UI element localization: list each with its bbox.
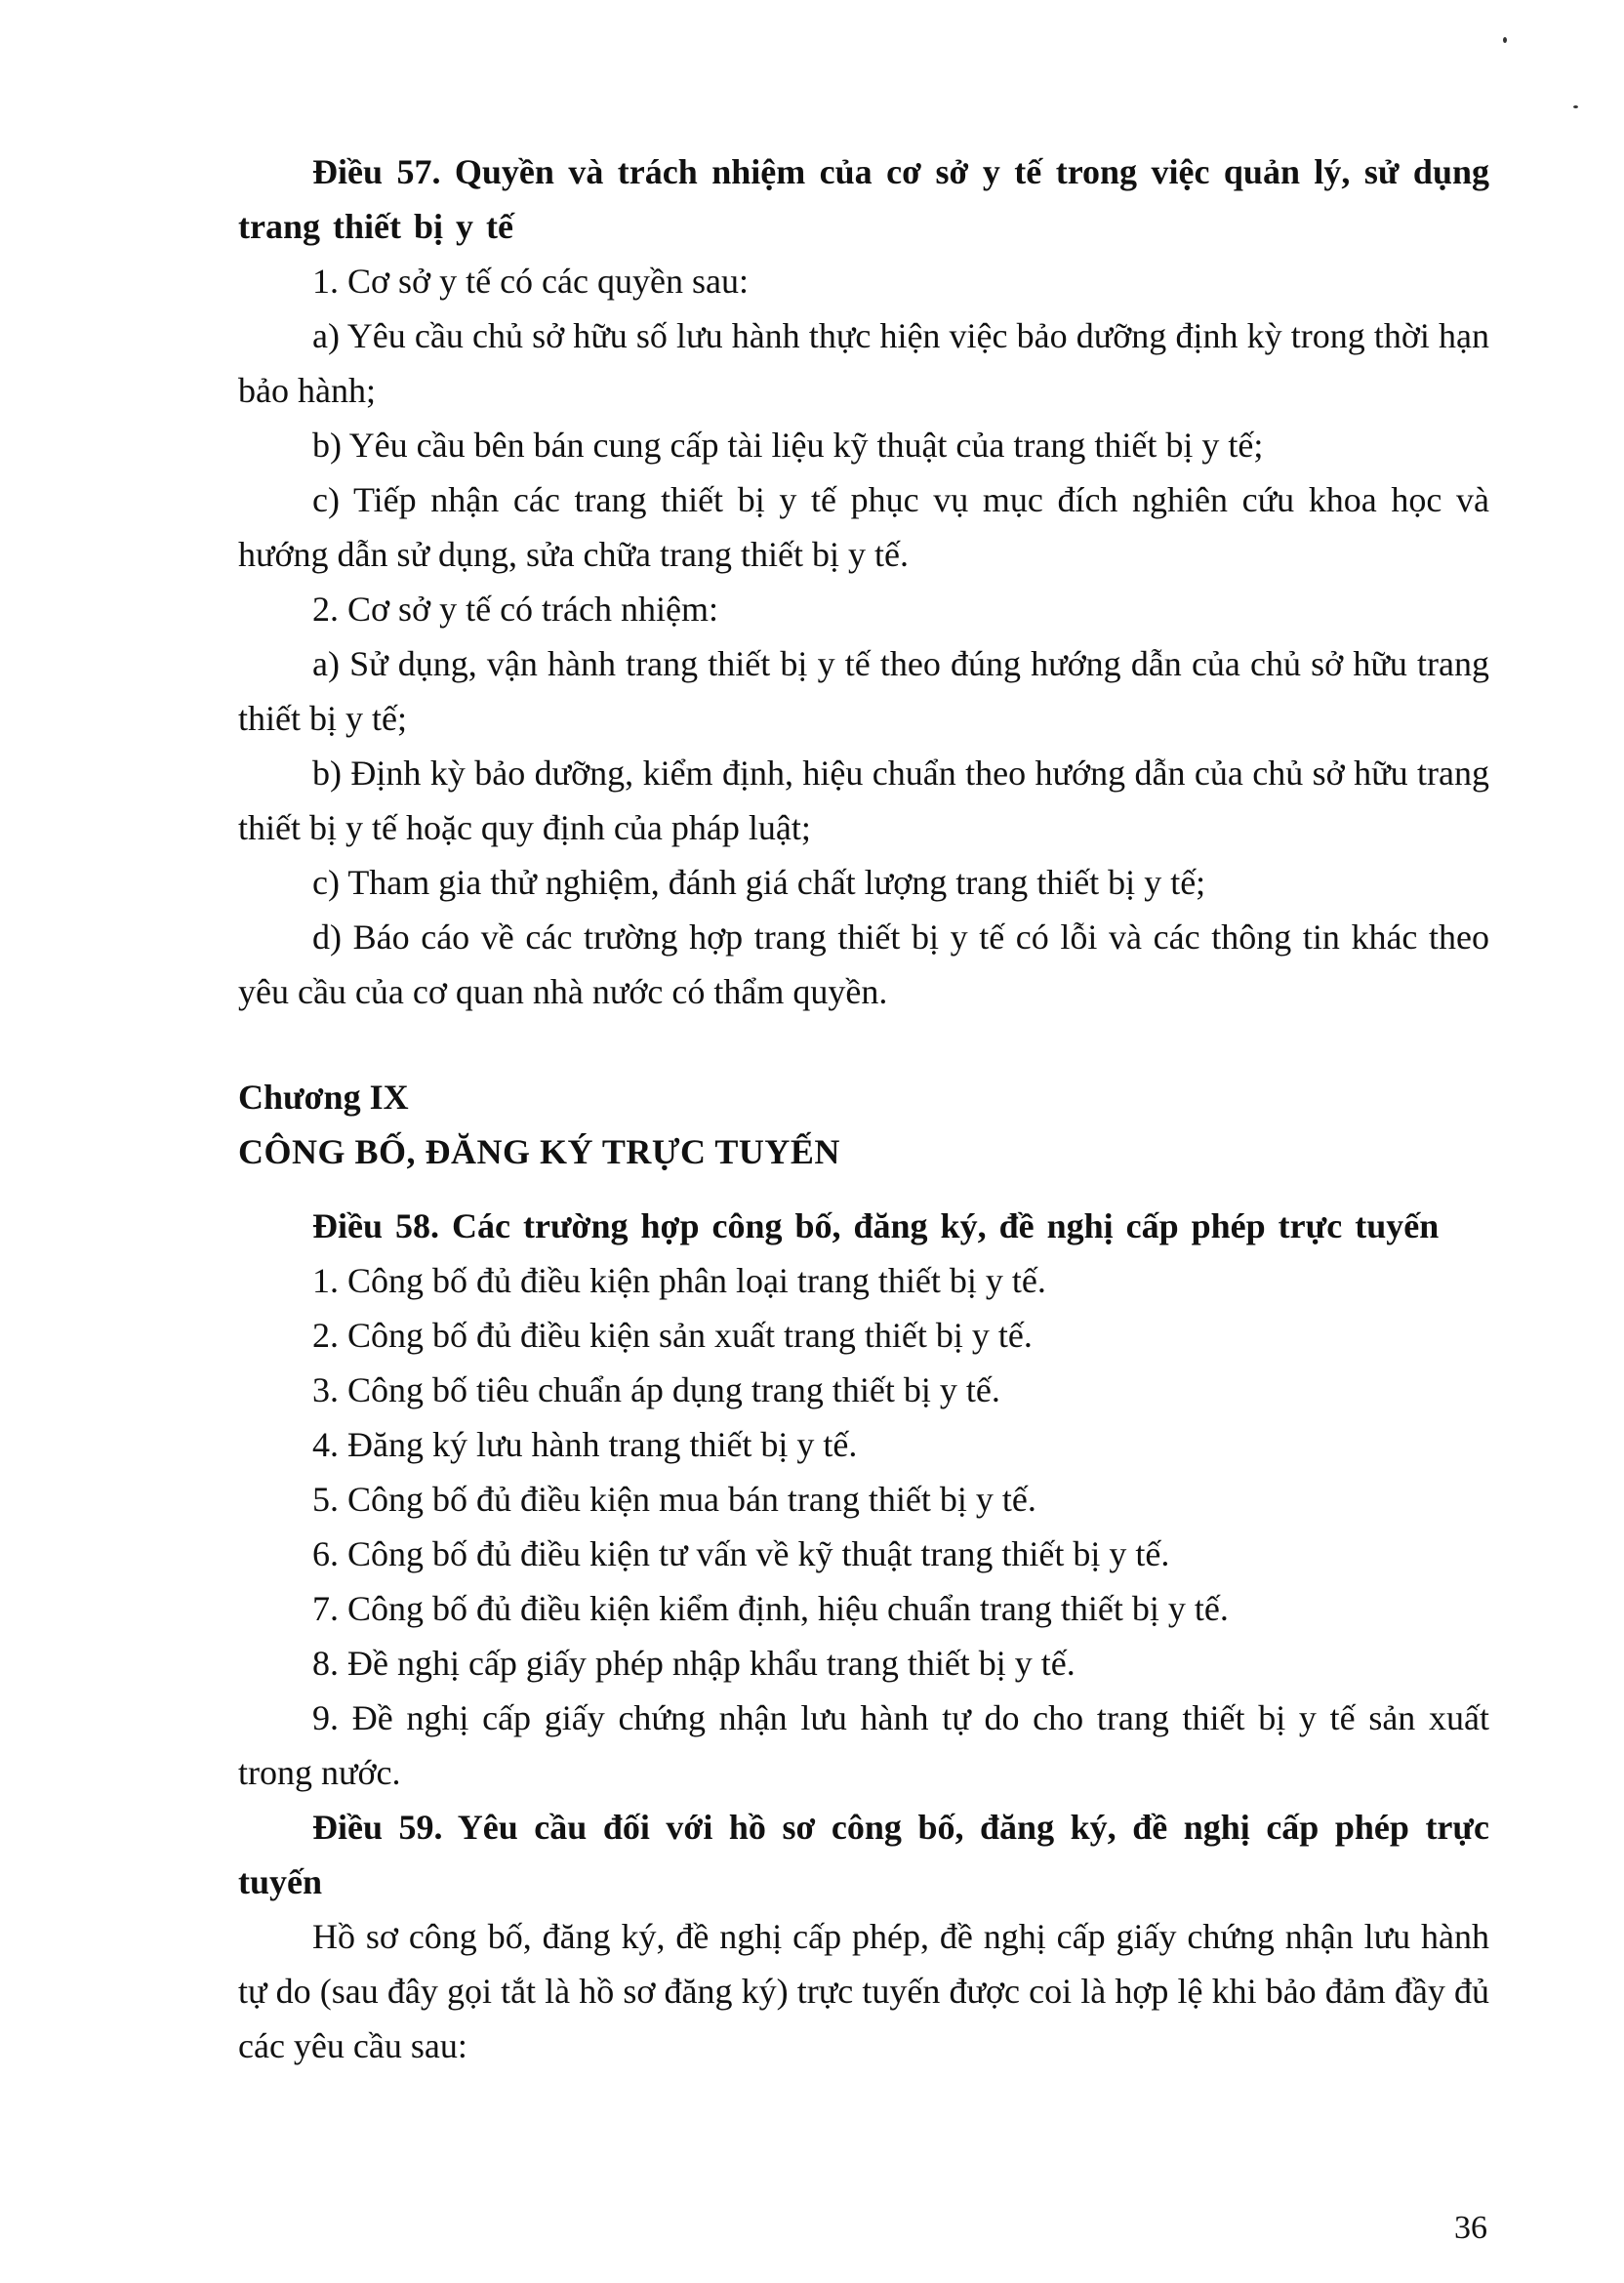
- article-58-item: 9. Đề nghị cấp giấy chứng nhận lưu hành tự do cho trang thiết bị y tế sản xuất trong nước.: [238, 1698, 1489, 1792]
- article-58-item: 3. Công bố tiêu chuẩn áp dụng trang thiết bị y tế.: [312, 1370, 1000, 1409]
- chapter-number: Chương IX: [238, 1078, 409, 1117]
- document-body: [238, 144, 1489, 2073]
- chapter-title: CÔNG BỐ, ĐĂNG KÝ TRỰC TUYẾN: [238, 1132, 840, 1171]
- article-59-paragraph: Hồ sơ công bố, đăng ký, đề nghị cấp phép, đề nghị cấp giấy chứng nhận lưu hành tự do (sau đây gọi tắt là hồ sơ đăng ký) trực tuyến được coi là hợp lệ khi bảo đảm đầy đủ các yêu cầu sau:: [238, 1917, 1489, 2065]
- article-57-paragraph: d) Báo cáo về các trường hợp trang thiết bị y tế có lỗi và các thông tin khác theo yêu cầu của cơ quan nhà nước có thẩm quyền.: [238, 917, 1489, 1011]
- article-57-heading: Điều 57. Quyền và trách nhiệm của cơ sở y tế trong việc quản lý, sử dụng trang thiết bị y tế: [238, 152, 1489, 246]
- article-58-item: 4. Đăng ký lưu hành trang thiết bị y tế.: [312, 1425, 858, 1464]
- article-57-paragraph: b) Định kỳ bảo dưỡng, kiểm định, hiệu chuẩn theo hướng dẫn của chủ sở hữu trang thiết bị y tế hoặc quy định của pháp luật;: [238, 754, 1489, 847]
- article-58-item: 5. Công bố đủ điều kiện mua bán trang thiết bị y tế.: [312, 1480, 1036, 1519]
- scan-speck: [1503, 37, 1507, 43]
- article-57-paragraph: 1. Cơ sở y tế có các quyền sau:: [312, 262, 749, 301]
- article-57-paragraph: 2. Cơ sở y tế có trách nhiệm:: [312, 590, 718, 629]
- article-57-paragraph: c) Tiếp nhận các trang thiết bị y tế phục vụ mục đích nghiên cứu khoa học và hướng dẫn sử dụng, sửa chữa trang thiết bị y tế.: [238, 480, 1489, 574]
- article-58-item: 1. Công bố đủ điều kiện phân loại trang thiết bị y tế.: [312, 1261, 1046, 1300]
- article-57-paragraph: a) Yêu cầu chủ sở hữu số lưu hành thực hiện việc bảo dưỡng định kỳ trong thời hạn bảo hành;: [238, 316, 1489, 410]
- article-58-item: 2. Công bố đủ điều kiện sản xuất trang thiết bị y tế.: [312, 1316, 1033, 1355]
- article-58-item: 7. Công bố đủ điều kiện kiểm định, hiệu chuẩn trang thiết bị y tế.: [312, 1589, 1229, 1628]
- article-59-heading: Điều 59. Yêu cầu đối với hồ sơ công bố, đăng ký, đề nghị cấp phép trực tuyến: [238, 1808, 1489, 1901]
- article-58-item: 8. Đề nghị cấp giấy phép nhập khẩu trang thiết bị y tế.: [312, 1644, 1076, 1683]
- article-58-item: 6. Công bố đủ điều kiện tư vấn về kỹ thuật trang thiết bị y tế.: [312, 1534, 1170, 1573]
- scan-speck: [1573, 105, 1578, 108]
- article-57-paragraph: a) Sử dụng, vận hành trang thiết bị y tế theo đúng hướng dẫn của chủ sở hữu trang thiết bị y tế;: [238, 644, 1489, 738]
- article-58-heading: Điều 58. Các trường hợp công bố, đăng ký, đề nghị cấp phép trực tuyến: [312, 1206, 1440, 1245]
- article-57-paragraph: c) Tham gia thử nghiệm, đánh giá chất lượng trang thiết bị y tế;: [312, 863, 1206, 902]
- page-number: 36: [1454, 2210, 1487, 2246]
- article-57-paragraph: b) Yêu cầu bên bán cung cấp tài liệu kỹ thuật của trang thiết bị y tế;: [312, 426, 1264, 465]
